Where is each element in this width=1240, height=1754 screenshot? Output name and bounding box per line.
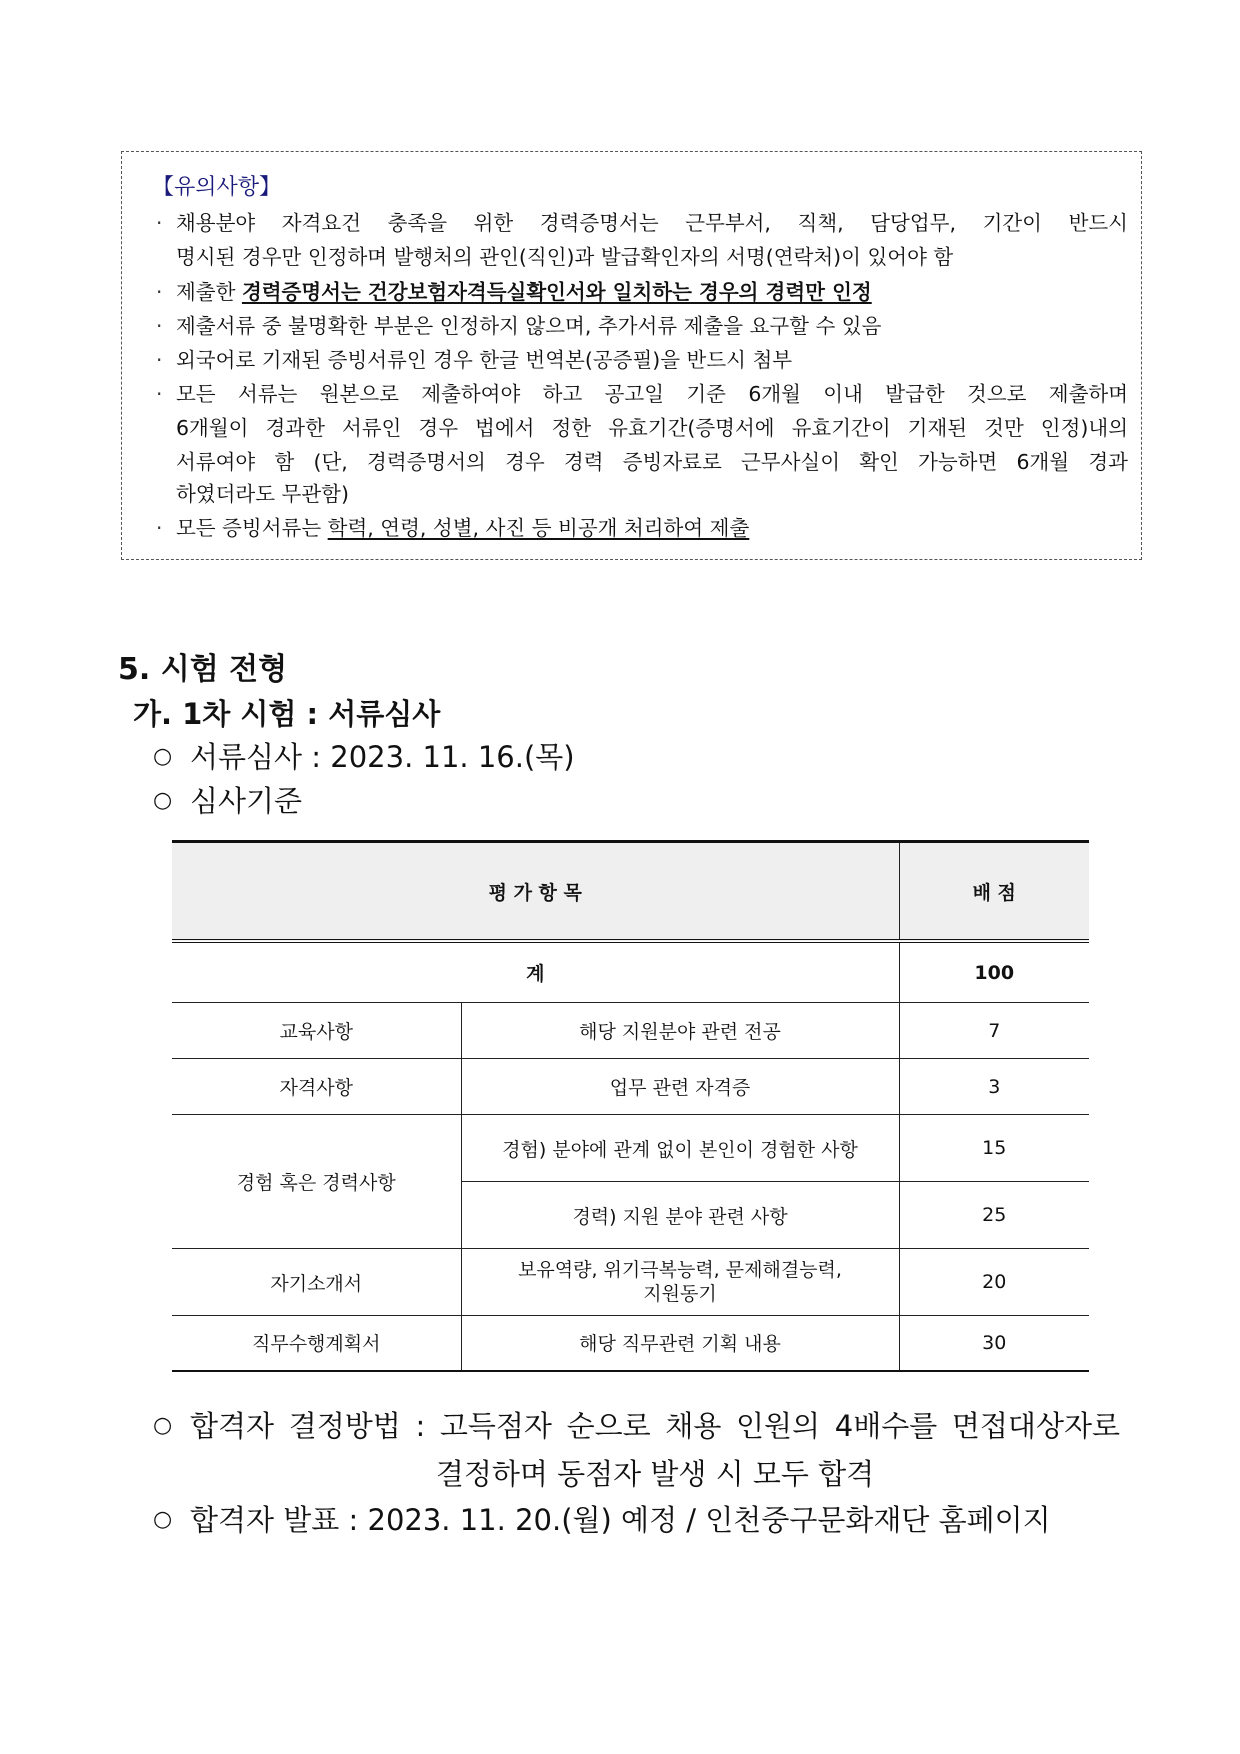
row-score: 15 (899, 1115, 1089, 1182)
row-score: 30 (899, 1316, 1089, 1371)
row-category: 경험 혹은 경력사항 (172, 1115, 461, 1249)
row-detail-line: 지원동기 (643, 1283, 717, 1305)
circle-bullet: ○ (153, 1413, 173, 1438)
row-detail: 경력) 지원 분야 관련 사항 (461, 1182, 899, 1249)
sub-heading: 가. 1차 시험 : 서류심사 (133, 697, 441, 731)
criteria-table (172, 840, 1089, 1372)
header-item: 평 가 항 목 (172, 842, 899, 942)
notice-title: 【유의사항】 (152, 175, 282, 200)
section-heading: 5. 시험 전형 (118, 652, 288, 687)
table-row (172, 1249, 1089, 1316)
notice-prefix: 모든 증빙서류는 (176, 516, 328, 540)
total-label: 계 (172, 941, 899, 1003)
circle-bullet: ○ (153, 744, 173, 769)
row-score: 3 (899, 1059, 1089, 1115)
bullet: · (156, 348, 163, 372)
screening-date: 서류심사 : 2023. 11. 16.(목) (190, 740, 575, 774)
notice-line: 명시된 경우만 인정하며 발행처의 관인(직인)과 발급확인자의 서명(연락처)이 있어야 함 (176, 245, 954, 269)
bullet: · (156, 382, 163, 406)
total-score: 100 (899, 941, 1089, 1003)
row-category: 자격사항 (172, 1059, 461, 1115)
circle-bullet: ○ (153, 1507, 173, 1532)
pass-method: 합격자 결정방법 : 고득점자 순으로 채용 인원의 4배수를 면접대상자로 (190, 1409, 1120, 1443)
notice-line: 서류여야 함 (단, 경력증명서의 경우 경력 증빙자료로 근무사실이 확인 가능하면 6개월 경과 (176, 450, 1128, 474)
table-row (172, 1115, 1089, 1182)
row-detail: 업무 관련 자격증 (461, 1059, 899, 1115)
table-row (172, 1003, 1089, 1059)
notice-line (176, 515, 749, 541)
row-detail (461, 1249, 899, 1316)
bullet: · (156, 211, 163, 235)
bullet: · (156, 280, 163, 304)
notice-line: 하였더라도 무관함) (176, 482, 349, 506)
row-category: 교육사항 (172, 1003, 461, 1059)
row-detail: 경험) 분야에 관계 없이 본인이 경험한 사항 (461, 1115, 899, 1182)
notice-line: 제출서류 중 불명확한 부분은 인정하지 않으며, 추가서류 제출을 요구할 수 있음 (176, 314, 882, 338)
pass-announce: 합격자 발표 : 2023. 11. 20.(월) 예정 / 인천중구문화재단 홈페이지 (190, 1503, 1051, 1537)
row-score: 20 (899, 1249, 1089, 1316)
row-detail: 해당 직무관련 기획 내용 (461, 1316, 899, 1371)
notice-line (176, 279, 872, 305)
row-score: 25 (899, 1182, 1089, 1249)
notice-underline: 학력, 연령, 성별, 사진 등 비공개 처리하여 제출 (327, 516, 750, 540)
criteria-label: 심사기준 (190, 784, 303, 818)
notice-line: 모든 서류는 원본으로 제출하여야 하고 공고일 기준 6개월 이내 발급한 것으로 제출하며 (176, 382, 1128, 406)
bullet: · (156, 516, 163, 540)
bullet: · (156, 314, 163, 338)
header-score: 배 점 (899, 842, 1089, 942)
notice-line: 외국어로 기재된 증빙서류인 경우 한글 번역본(공증필)을 반드시 첨부 (176, 348, 793, 372)
row-detail: 해당 지원분야 관련 전공 (461, 1003, 899, 1059)
row-category: 직무수행계획서 (172, 1316, 461, 1371)
table-total-row (172, 941, 1089, 1003)
table-header-row (172, 842, 1089, 942)
row-category: 자기소개서 (172, 1249, 461, 1316)
row-score: 7 (899, 1003, 1089, 1059)
circle-bullet: ○ (153, 788, 173, 813)
row-detail-line: 보유역량, 위기극복능력, 문제해결능력, (518, 1259, 842, 1281)
notice-line: 채용분야 자격요건 충족을 위한 경력증명서는 근무부서, 직책, 담당업무, 기간이 반드시 (176, 211, 1128, 235)
notice-line: 6개월이 경과한 서류인 경우 법에서 정한 유효기간(증명서에 유효기간이 기재된 것만 인정)내의 (176, 416, 1128, 440)
table-row (172, 1316, 1089, 1371)
pass-method-cont: 결정하며 동점자 발생 시 모두 합격 (435, 1457, 875, 1491)
table-row (172, 1059, 1089, 1115)
notice-emphasis: 경력증명서는 건강보험자격득실확인서와 일치하는 경우의 경력만 인정 (241, 280, 872, 304)
notice-prefix: 제출한 (176, 280, 242, 304)
